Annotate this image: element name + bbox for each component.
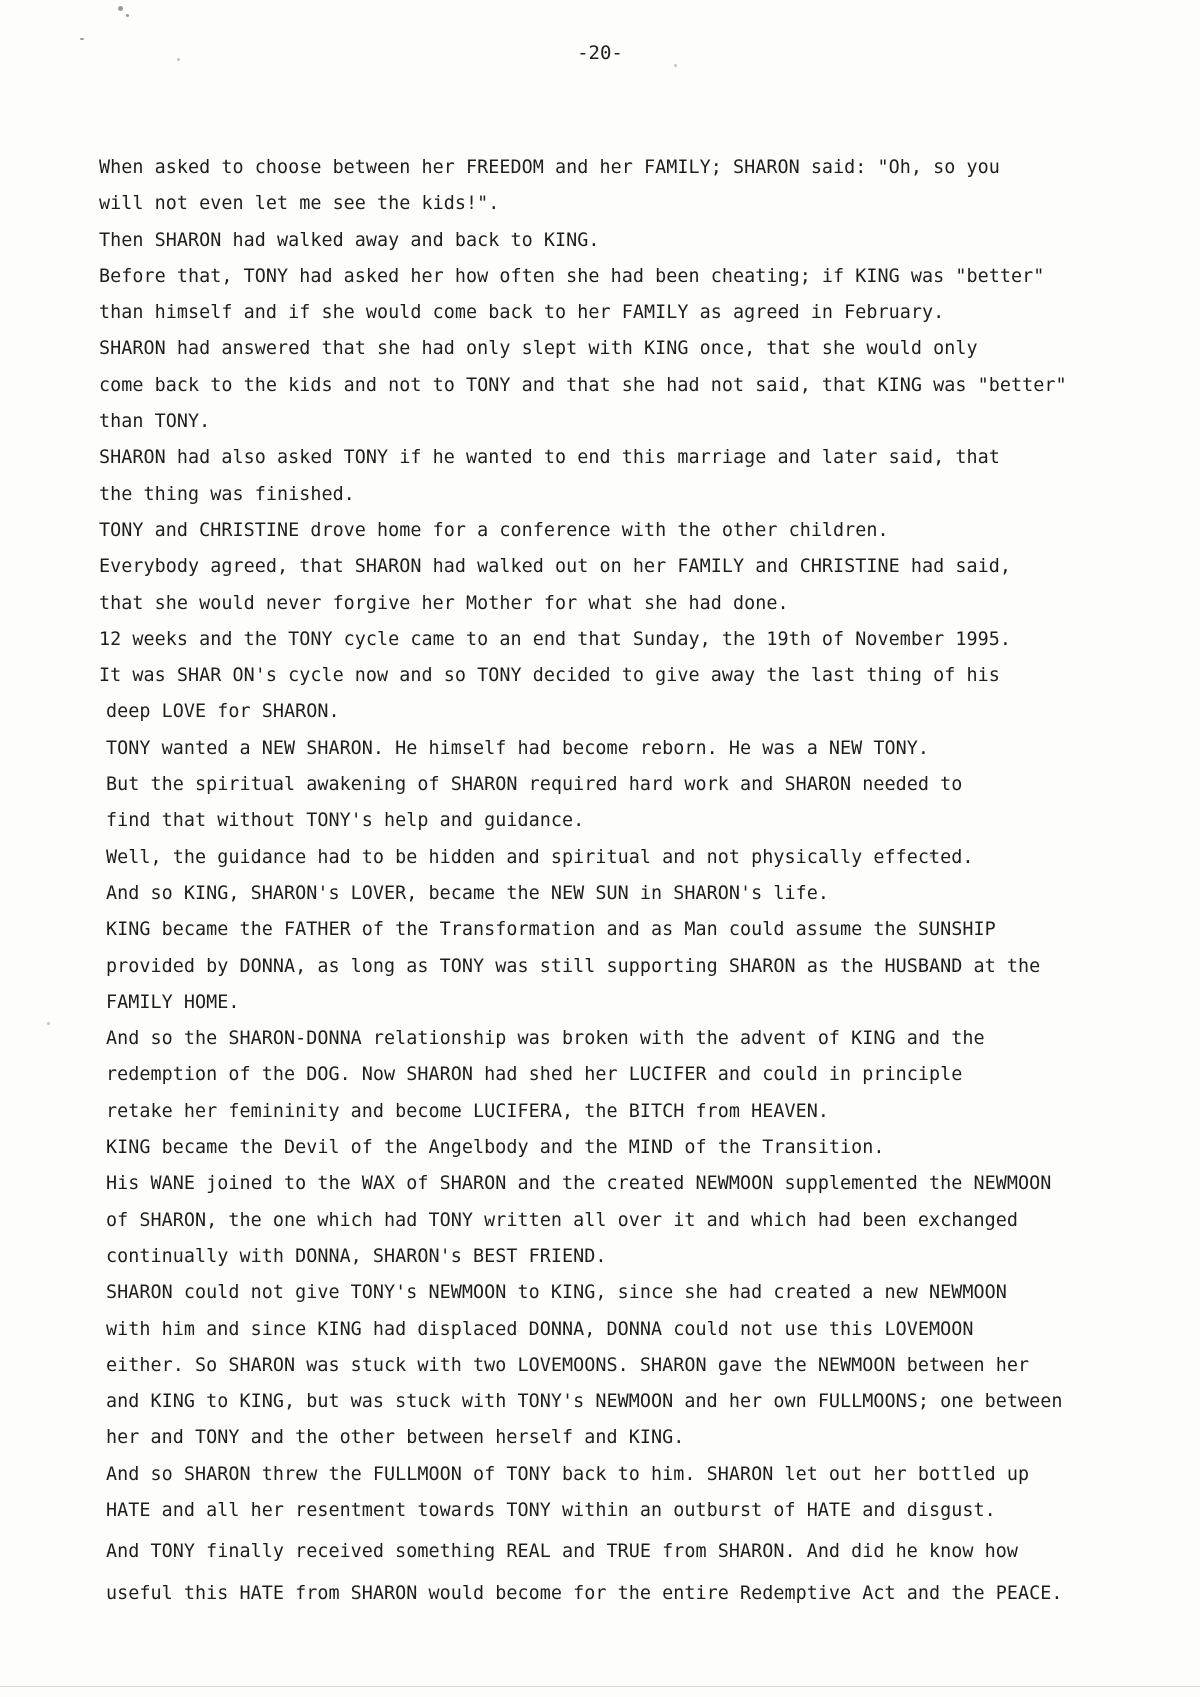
- text-line: provided by DONNA, as long as TONY was still supporting SHARON as the HUSBAND at the: [106, 955, 1041, 977]
- text-line: redemption of the DOG. Now SHARON had shed her LUCIFER and could in principle: [106, 1064, 963, 1086]
- text-line: When asked to choose between her FREEDOM and her FAMILY; SHARON said: "Oh, so you: [99, 157, 1000, 178]
- text-line: continually with DONNA, SHARON's BEST FRIEND.: [106, 1245, 607, 1267]
- text-line: KING became the FATHER of the Transformation and as Man could assume the SUNSHIP: [106, 919, 996, 941]
- text-line: SHARON could not give TONY's NEWMOON to KING, since she had created a new NEWMOON: [106, 1282, 1007, 1304]
- text-line: find that without TONY's help and guidance.: [106, 810, 585, 832]
- text-line: SHARON had answered that she had only slept with KING once, that she would only: [99, 338, 978, 360]
- text-line: TONY wanted a NEW SHARON. He himself had become reborn. He was a NEW TONY.: [106, 737, 930, 759]
- text-line: And so KING, SHARON's LOVER, became the NEW SUN in SHARON's life.: [106, 882, 829, 904]
- text-line: of SHARON, the one which had TONY written all over it and which had been exchanged: [106, 1209, 1019, 1231]
- scan-speck: [47, 1022, 50, 1025]
- text-line: Before that, TONY had asked her how often she had been cheating; if KING was "better": [99, 265, 1045, 287]
- scan-speck: [126, 14, 129, 17]
- text-line: Well, the guidance had to be hidden and spiritual and not physically effected.: [106, 846, 974, 868]
- text-line: And TONY finally received something REAL and TRUE from SHARON. And did he know how: [106, 1541, 1019, 1563]
- text-line: Then SHARON had walked away and back to KING.: [99, 229, 600, 251]
- text-line: HATE and all her resentment towards TONY within an outburst of HATE and disgust.: [106, 1499, 996, 1521]
- text-line: either. So SHARON was stuck with two LOVEMOONS. SHARON gave the NEWMOON between her: [106, 1354, 1030, 1376]
- text-line: KING became the Devil of the Angelbody and the MIND of the Transition.: [106, 1137, 885, 1159]
- text-line: that she would never forgive her Mother for what she had done.: [99, 592, 789, 614]
- text-line: It was SHAR ON's cycle now and so TONY decided to give away the last thing of his: [99, 665, 1000, 687]
- text-line: with him and since KING had displaced DONNA, DONNA could not use this LOVEMOON: [106, 1318, 974, 1340]
- text-line: Everybody agreed, that SHARON had walked out on her FAMILY and CHRISTINE had said,: [99, 556, 1012, 578]
- text-line: 12 weeks and the TONY cycle came to an end that Sunday, the 19th of November 1995.: [99, 628, 1012, 650]
- text-line: than TONY.: [99, 411, 211, 433]
- text-line: His WANE joined to the WAX of SHARON and the created NEWMOON supplemented the NEWMOON: [106, 1173, 1052, 1195]
- text-line: SHARON had also asked TONY if he wanted to end this marriage and later said, that: [99, 447, 1000, 469]
- text-line: FAMILY HOME.: [106, 991, 240, 1013]
- text-line: than himself and if she would come back to her FAMILY as agreed in February.: [99, 302, 945, 324]
- text-line: her and TONY and the other between herself and KING.: [106, 1427, 685, 1449]
- text-line: And so the SHARON-DONNA relationship was broken with the advent of KING and the: [106, 1028, 985, 1050]
- scan-speck: [80, 38, 84, 40]
- text-line: come back to the kids and not to TONY and that she had not said, that KING was "better": [99, 374, 1067, 396]
- text-line: retake her femininity and become LUCIFERA, the BITCH from HEAVEN.: [106, 1100, 829, 1122]
- text-line: TONY and CHRISTINE drove home for a conference with the other children.: [99, 519, 889, 541]
- scan-edge: [0, 1686, 1200, 1687]
- scan-speck: [118, 6, 123, 11]
- text-line: And so SHARON threw the FULLMOON of TONY back to him. SHARON let out her bottled up: [106, 1463, 1030, 1485]
- text-line: the thing was finished.: [99, 483, 355, 505]
- scan-speck: [674, 64, 677, 67]
- text-line: useful this HATE from SHARON would become for the entire Redemptive Act and the PEACE.: [106, 1582, 1063, 1604]
- text-line: and KING to KING, but was stuck with TONY's NEWMOON and her own FULLMOONS; one between: [106, 1391, 1063, 1413]
- text-line: will not even let me see the kids!".: [99, 193, 500, 215]
- text-line: But the spiritual awakening of SHARON required hard work and SHARON needed to: [106, 774, 963, 796]
- page-number: -20-: [577, 42, 623, 64]
- body-text: [99, 150, 1159, 1612]
- text-line: deep LOVE for SHARON.: [106, 701, 340, 723]
